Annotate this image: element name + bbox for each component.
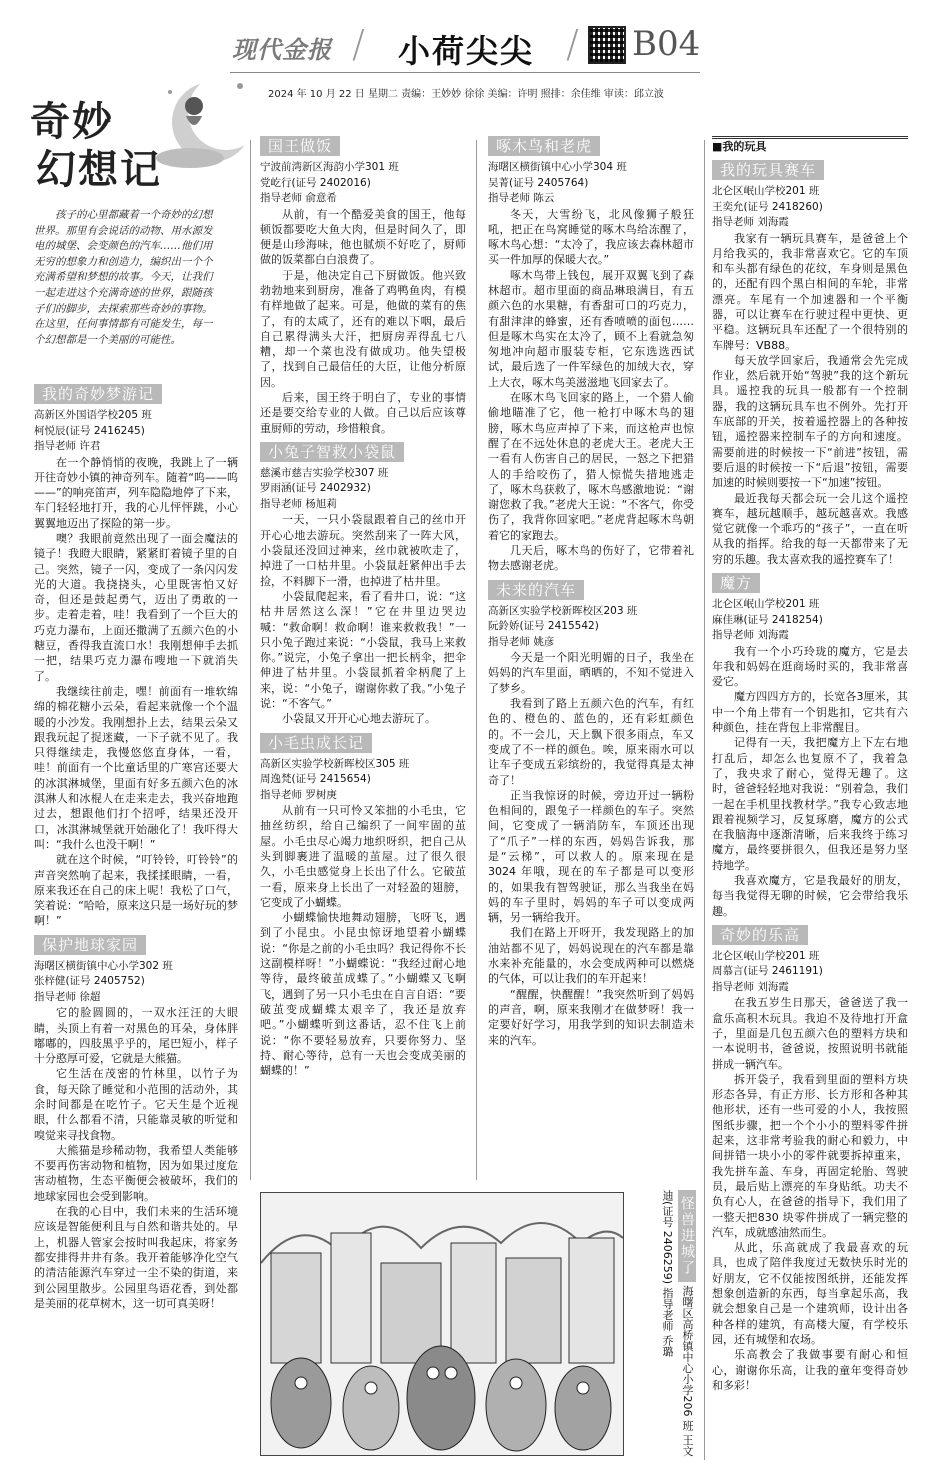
paragraph: 我看到了路上五颜六色的汽车，有红色的、橙色的、蓝色的，还有彩虹颜色的。不一会儿，天上飘下很多雨点，车又变成了不一样的颜色。唉，原来雨水可以让车子变成五彩缤纷的，我觉得真是太神奇了！ xyxy=(488,697,694,787)
column-4 xyxy=(712,154,908,1393)
paragraph: 小袋鼠爬起来，看了看井口，说：“这枯井居然这么深！”它在井里边哭边喊：“救命啊！救命啊！谁来救救我！”一只小兔子跑过来说：“小袋鼠，我马上来救你。”说完，小兔子拿出一把长柄伞，把伞伸进了枯井里。小袋鼠抓着伞柄爬了上来，说：“小兔子，谢谢你救了我。”小兔子说：“不客气。” xyxy=(260,589,466,711)
paragraph: 在啄木鸟飞回家的路上，一个猎人偷偷地瞄准了它，他一枪打中啄木鸟的翅膀，啄木鸟应声掉了下来，而这枪声也惊醒了在不远处休息的老虎大王。老虎大王一看有人伤害自己的居民，一怒之下把猎人的手给咬伤了，猎人惊慌失措地逃走了，啄木鸟获救了，啄木鸟感激地说：“谢谢您救了我。”老虎大王说：“不客气，你受伤了，我背你回家吧。”老虎背起啄木鸟朝着它的家跑去。 xyxy=(488,391,694,542)
author: 周逸梵(证号 2415654) xyxy=(260,773,371,786)
paragraph: 记得有一天，我把魔方上下左右地打乱后，却怎么也复原不了，我着急了，我央求了耐心，觉得无趣了。这时，爸爸轻轻地对我说：“别着急，我们一起在手机里找教材学。”我专心致志地跟着视频学习，反复琢磨，魔方的公式在我脑海中逐渐清晰，后来我终于练习魔方，最终要拼很久，但我还是努力坚持地学。 xyxy=(712,736,908,872)
monster-drawing-illustration xyxy=(261,1193,623,1455)
header-divider: / xyxy=(566,22,579,66)
school: 慈溪市慈吉实验学校307 班 xyxy=(260,466,389,479)
teacher: 指导老师 徐超 xyxy=(34,990,101,1003)
author: 麻佳琳(证号 2418254) xyxy=(712,613,823,626)
paragraph: 大熊猫是珍稀动物，我希望人类能够不要再伤害动物和植物，因为如果过度危害动植物，生态平衡便会被破坏，我们的地球家园也会受到影响。 xyxy=(34,1143,238,1203)
author: 王奕允(证号 2418260) xyxy=(712,200,823,213)
paragraph: 于是，他决定自己下厨做饭。他兴致勃勃地来到厨房，准备了鸡鸭鱼肉，有模有样地做了起来。可是，他做的菜有的焦了，有的太咸了，还有的难以下咽，最后自己累得满头大汗，把厨房弄得乱七八糟，却一个菜也没有做成功。他失望极了，找到自己最信任的大臣，让他分析原因。 xyxy=(260,268,466,389)
column-1 xyxy=(34,378,238,1311)
author: 吴菁(证号 2405764) xyxy=(488,176,589,189)
paragraph: 啄木鸟带上钱包，展开双翼飞到了森林超市。超市里面的商品琳琅满目，有五颜六色的水果糖，有香甜可口的巧克力，有甜津津的蜂蜜，还有香喷喷的面包……但是啄木鸟实在太冷了，顾不上看就急匆匆地冲向超市服装专柜，它东选选西试试，最后选了一件军绿色的加绒大衣，穿上大衣，啄木鸟美滋滋地飞回家去了。 xyxy=(488,268,694,389)
author: 党屹行(证号 2402016) xyxy=(260,176,371,189)
school: 高新区外国语学校205 班 xyxy=(34,409,152,421)
column-rule xyxy=(250,140,251,1180)
paragraph: 我们在路上开呀开，我发现路上的加油站都不见了，妈妈说现在的汽车都是靠水来补充能量的，水会变成两种可以燃烧的气体，可以让我们的车开起来！ xyxy=(488,926,694,986)
paragraph: 最近我每天都会玩一会儿这个遥控赛车，越玩越顺手，越玩越喜欢。我感觉它就像一个乖巧的“孩子”，一直在听从我的指挥。给我的每一天都带来了无穷的乐趣。我太喜欢我的遥控赛车了！ xyxy=(712,491,908,566)
paragraph: 几天后，啄木鸟的伤好了，它带着礼物去感谢老虎。 xyxy=(488,544,694,573)
paragraph: 从此，乐高就成了我最喜欢的玩具，也成了陪伴我度过无数快乐时光的好朋友，它不仅能按图纸拼，还能发挥想象创造新的东西，每当拿起乐高，我就会想象自己是一个建筑师，设计出各种各样的建筑，有高楼大厦，有学校乐园，还有城堡和农场。 xyxy=(712,1241,908,1346)
article-title: 我的玩具赛车 xyxy=(712,160,824,180)
paragraph: 魔方四四方方的，长宽各3厘米，其中一个角上带有一个钥匙扣，它共有六种颜色，挂在背包上非常醒目。 xyxy=(712,690,908,735)
paragraph: 噢？我眼前竟然出现了一面会魔法的镜子！我瞪大眼睛，紧紧盯着镜子里的自己。突然，镜子一闪，变成了一条闪闪发光的大道。我挠挠头，心里既害怕又好奇，但还是鼓起勇气，迈出了勇敢的一步。走着走着，哇！我看到了一个巨大的巧克力瀑布，上面还撒满了五颜六色的小糖豆，香得我直流口水！我刚想伸手去抓一把，结果巧克力瀑布嗖地一下就消失了。 xyxy=(34,531,238,683)
section-name: 小荷尖尖 xyxy=(398,32,535,70)
drawing-credit: 海曙区高桥镇中心小学206 班 王文迪(证号 2406259) 指导老师 乔璐 xyxy=(661,1190,694,1457)
school: 高新区实验学校新晖校区305 班 xyxy=(260,757,410,770)
paragraph: 在一个静悄悄的夜晚，我跳上了一辆开往奇妙小镇的神奇列车。随着“呜——呜——”的响亮笛声，列车隐隐地停了下来，车门轻轻地打开，我的心儿怦怦跳，小心翼翼地迈出了探险的第一步。 xyxy=(34,455,238,530)
column-rule xyxy=(476,140,477,1180)
paragraph: 从前有一只可怜又笨拙的小毛虫，它抽丝纺织，给自己编织了一间牢固的茧屋。小毛虫尽心竭力地织呀织，把自己从头到脚裹进了温暖的茧屋。过了很久很久，小毛虫感觉身上长出了什么。它破茧一看，原来身上长出了一对轻盈的翅膀，它变成了小蝴蝶。 xyxy=(260,804,466,909)
article-title: 奇妙的乐高 xyxy=(712,925,808,945)
issue-info: 2024 年 10 月 22 日 星期二 责编：王妙妙 徐徐 美编：许明 照排：余佳维 审读：邱立波 xyxy=(268,89,664,100)
paragraph: 正当我惊讶的时候，旁边开过一辆粉色相间的，跟兔子一样颜色的车子。突然间，它变成了一辆消防车，车顶还出现了“爪子”一样的东西，妈妈告诉我，那是“云梯”，可以救人的。原来现在是 3024 年哦，现在的车子都是可以变形的，如果我有智驾驶证，那么当我坐在妈妈的车子里时，妈妈的车子可以变成两辆，另一辆给我开。 xyxy=(488,788,694,925)
article-title: 小兔子智救小袋鼠 xyxy=(260,442,404,462)
teacher: 指导老师 刘海霞 xyxy=(712,629,789,642)
article-title: 我的奇妙梦游记 xyxy=(34,384,162,404)
teacher: 指导老师 罗树庚 xyxy=(260,788,337,801)
newspaper-name: 现代金报 xyxy=(232,36,332,64)
author: 阮鈴娇(证号 2415542) xyxy=(488,620,599,633)
paragraph: 就在这个时候，“叮铃铃，叮铃铃”的声音突然响了起来，我揉揉眼睛，一看，原来我还在自己的床上呢！我松了口气，笑着说：“哈哈，原来这只是一场好玩的梦啊！” xyxy=(34,853,238,928)
teacher: 指导老师 刘海霞 xyxy=(712,216,789,228)
school: 海曙区横街镇中心小学304 班 xyxy=(488,161,627,173)
school: 高新区实验学校新晖校区203 班 xyxy=(488,604,638,617)
teacher: 指导老师 刘海霞 xyxy=(712,980,789,993)
paragraph: 后来，国王终于明白了，专业的事情还是要交给专业的人做。自己以后应该尊重厨师的劳动，珍惜粮食。 xyxy=(260,391,466,435)
paragraph: 我喜欢魔方，它是我最好的朋友，每当我觉得无聊的时候，它会带给我乐趣。 xyxy=(712,873,908,918)
teacher: 指导老师 俞意希 xyxy=(260,192,337,204)
teacher: 指导老师 姚彦 xyxy=(488,635,555,648)
article-title: 啄木鸟和老虎 xyxy=(488,136,600,156)
article-title: 国王做饭 xyxy=(260,136,340,156)
paragraph: 我家有一辆玩具赛车，是爸爸上个月给我买的，我非常喜欢它。它的车顶和车头都有绿色的花纹，车身则是黑色的，还配有四个黑白相间的车轮，非常漂亮。车尾有一个加速器和一个平衡器，可以让赛车在行驶过程中更快、更平稳。这辆玩具车还配了一个很特别的车牌号：VB88。 xyxy=(712,231,908,352)
paragraph: 我有一个小巧玲珑的魔方，它是去年我和妈妈在逛商场时买的，我非常喜爱它。 xyxy=(712,644,908,689)
paragraph: 它的脸圆圆的，一双水汪汪的大眼睛，头顶上有着一对黑色的耳朵，身体胖嘟嘟的，四肢黑乎乎的，尾巴短小，样子十分憨厚可爱，它就是大熊猫。 xyxy=(34,1006,238,1066)
paragraph: 在我五岁生日那天，爸爸送了我一盒乐高积木玩具。我迫不及待地打开盒子，里面是几包五颜六色的塑料方块和一本说明书，爸爸说，按照说明书就能拼成一辆汽车。 xyxy=(712,996,908,1071)
author: 柯悦辰(证号 2416245) xyxy=(34,424,145,437)
column-3 xyxy=(488,130,694,1048)
column-header-my-toys: ■我的玩具 xyxy=(712,136,908,155)
paragraph: 冬天，大雪纷飞，北风像狮子般狂吼，把正在鸟窝睡觉的啄木鸟给冻醒了，啄木鸟心想：“太冷了，我应该去森林超市买一件加厚的保暖大衣。” xyxy=(488,207,694,267)
school: 北仑区岷山学校201 班 xyxy=(712,185,820,197)
article-title: 保护地球家园 xyxy=(34,935,146,955)
paragraph: 今天是一个阳光明媚的日子，我坐在妈妈的汽车里面，晒晒的，不知不觉进入了梦乡。 xyxy=(488,651,694,695)
paragraph: 从前，有一个酷爱美食的国王，他每顿饭都要吃大鱼大肉，但是时间久了，即便是山珍海味，他也腻烦不好吃了，厨师做的饭菜都白白浪费了。 xyxy=(260,207,466,267)
drawing-column-title: 怪兽进城了 xyxy=(678,1190,696,1282)
paragraph: 我继续往前走，嘿！前面有一堆软绵绵的棉花糖小云朵，看起来就像一个个温暖的小沙发。我刚想扑上去，结果云朵又跟我玩起了捉迷藏，一下子就不见了。我只得继续走，我慢悠悠直身体，一看，哇！前面有一个比童话里的广寒宫还要大的冰淇淋城堡，里面有好多五颜六色的冰淇淋人和冰棍人在走来走去，我兴奋地跑过去，想跟他们打个招呼，结果还没开口，冰淇淋城堡就开始融化了！我吓得大叫：“我什么也没干啊！” xyxy=(34,684,238,851)
header-rule xyxy=(230,72,700,73)
article-title: 未来的汽车 xyxy=(488,580,584,600)
paragraph: 乐高教会了我做事要有耐心和恒心，谢谢你乐高，让我的童年变得奇妙和多彩！ xyxy=(712,1348,908,1392)
author: 周慕言(证号 2461191) xyxy=(712,965,823,978)
teacher: 指导老师 杨旭莉 xyxy=(260,497,337,510)
paragraph: 每天放学回家后，我通常会先完成作业，然后就开始“驾驶”我的这个新玩具。遥控我的玩具一般都有一个控制器，我的这辆玩具车也不例外。先打开车底部的开关，按着遥控器上的各种按钮，遥控器来控制车子的方向和速度。需要前进的时候按一下“前进”按钮，需要后退的时候按一下“后退”按钮，需要加速的时候则要按一下“加速”按钮。 xyxy=(712,353,908,490)
school: 北仑区岷山学校201 班 xyxy=(712,598,820,611)
paragraph: 它生活在茂密的竹林里，以竹子为食，每天除了睡觉和小范围的活动外，其余时间都是在吃竹子。它天生是个近视眼，什么都看不清，只能靠灵敏的听觉和嗅觉来寻找食物。 xyxy=(34,1067,238,1142)
feature-intro: 孩子的心里都藏着一个奇妙的幻想世界。那里有会说话的动物、用水源发电的城堡、会变颜色的汽车……他们用无穷的想象力和创造力，编织出一个个充满希望和梦想的故事。今天，让我们一起走进这个充满奇迹的世界，跟随孩子们的脚步，去探索那些奇妙的事物。在这里，任何事情都有可能发生，每一个幻想都是一个美丽的可能性。 xyxy=(34,209,213,346)
teacher: 指导老师 许君 xyxy=(34,440,101,452)
paragraph: 拆开袋子，我看到里面的塑料方块形态各异，有正方形、长方形和各种其他形状，还有一些可爱的小人，我按照图纸步骤，把一个个小小的塑料零件拼起来，这非常考验我的耐心和毅力，中间拼错一块小小的零件就要拆掉重来，我先拼车盖、车身，再固定轮胎、驾驶员，最后贴上漂亮的车身贴纸。功夫不负有心人，在爸爸的指导下，我们用了一整天把830 块零件拼成了一辆完整的汽车，成就感油然而生。 xyxy=(712,1072,908,1239)
author: 罗雨涵(证号 2402932) xyxy=(260,482,371,495)
article-title: 小毛虫成长记 xyxy=(260,733,372,753)
school: 北仑区岷山学校201 班 xyxy=(712,949,820,962)
school: 海曙区横街镇中心小学302 班 xyxy=(34,959,173,972)
header-divider: / xyxy=(352,22,365,66)
qr-code-icon xyxy=(588,26,626,64)
feature-title xyxy=(30,98,200,208)
article-title: 魔方 xyxy=(712,573,760,593)
paragraph: 一天，一只小袋鼠跟着自己的丝巾开开心心地去游玩。突然刮来了一阵大风，小袋鼠还没回过神来，丝巾就被吹走了，掉进了一口枯井里。小袋鼠赶紧伸出手去捡，不料脚下一滑，也掉进了枯井里。 xyxy=(260,513,466,588)
paragraph: 在我的心目中，我们未来的生活环境应该是智能便利且与自然和谐共处的。早上，机器人管家会按时叫我起床，将家务都安排得井井有条。我开着能够净化空气的清洁能源汽车穿过一尘不染的街道，来到公园里散步。公园里鸟语花香，到处都是美丽的花草树木，这一切可真美呀！ xyxy=(34,1205,238,1310)
school: 宁波前湾新区海韵小学301 班 xyxy=(260,161,399,173)
paragraph: 小蝴蝶愉快地舞动翅膀，飞呀飞，遇到了小昆虫。小昆虫惊讶地望着小蝴蝶说：“你是之前的小毛虫吗？我记得你不长这副模样呀！”小蝴蝶说：“我经过耐心地等待，最终破茧成蝶了。”小蝴蝶又飞啊飞，遇到了另一只小毛虫在自言自语：“要破茧变成蝴蝶太艰辛了，我还是放弃吧。”小蝴蝶听到这番话，忍不住飞上前说：“你不要轻易放弃，只要你努力、坚持、耐心等待，总有一天也会变成美丽的蝴蝶的！” xyxy=(260,911,466,1078)
feature-title-line1: 奇妙 xyxy=(30,98,114,145)
teacher: 指导老师 陈云 xyxy=(488,192,555,204)
paragraph: 小袋鼠又开开心心地去游玩了。 xyxy=(282,712,436,726)
author: 张梓健(证号 2405752) xyxy=(34,975,145,988)
feature-title-line2: 幻想记 xyxy=(36,146,162,193)
page-number: B04 xyxy=(632,24,701,64)
children-drawing-monsters xyxy=(260,1192,624,1456)
column-rule xyxy=(704,140,705,1460)
paragraph: “醒醒，快醒醒！”我突然听到了妈妈的声音，啊，原来我刚才在做梦呀！我一定要好好学习，用我学到的知识去制造未来的汽车。 xyxy=(488,987,694,1047)
column-2 xyxy=(260,130,466,1078)
drawing-caption xyxy=(660,1190,696,1460)
